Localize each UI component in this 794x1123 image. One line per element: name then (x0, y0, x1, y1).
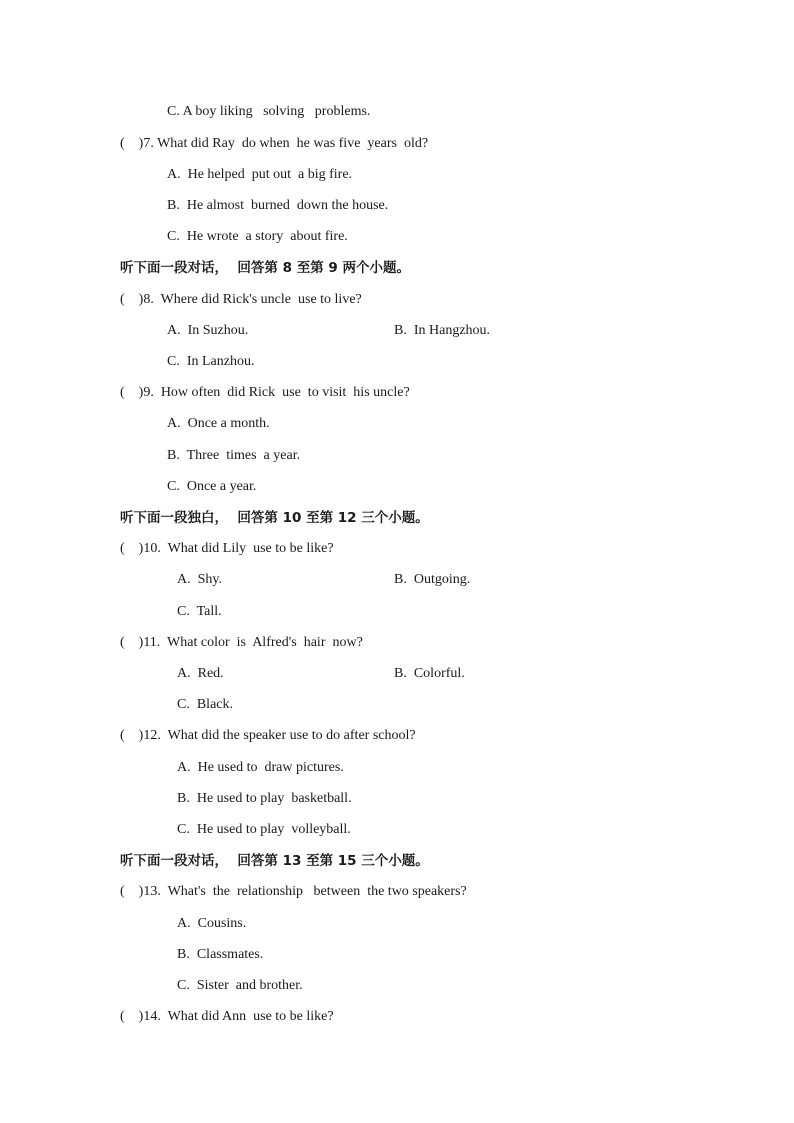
question-13: ( )13. What's the relationship between the two speakers? (120, 884, 467, 899)
question-9-option-b: B. Three times a year. (167, 448, 301, 463)
question-9-option-a: A. Once a month. (167, 416, 270, 431)
question-7-option-a: A. He helped put out a big fire. (167, 167, 353, 182)
question-13-option-a: A. Cousins. (177, 916, 247, 931)
question-9-option-c: C. Once a year. (167, 479, 257, 494)
question-12-option-c: C. He used to play volleyball. (177, 822, 351, 837)
question-8-option-c: C. In Lanzhou. (167, 354, 255, 369)
question-10-option-a: A. Shy. (177, 572, 222, 587)
question-9: ( )9. How often did Rick use to visit his uncle? (120, 385, 410, 400)
question-11: ( )11. What color is Alfred's hair now? (120, 635, 363, 650)
question-7-option-b: B. He almost burned down the house. (167, 198, 389, 213)
question-11-option-c: C. Black. (177, 697, 233, 712)
question-8-option-a: A. In Suzhou. (167, 323, 249, 338)
question-13-option-c: C. Sister and brother. (177, 978, 303, 993)
question-7: ( )7. What did Ray do when he was five years old? (120, 136, 429, 151)
question-12-option-b: B. He used to play basketball. (177, 791, 352, 806)
question-6-option-c: C. A boy liking solving problems. (167, 104, 371, 119)
question-11-option-a: A. Red. (177, 666, 224, 681)
section-instruction-3: 听下面一段对话， 回答第 13 至第 15 三个小题。 (120, 853, 429, 869)
question-10-option-c: C. Tall. (177, 604, 222, 619)
question-8: ( )8. Where did Rick's uncle use to live? (120, 292, 362, 307)
question-12-option-a: A. He used to draw pictures. (177, 760, 344, 775)
question-8-option-b: B. In Hangzhou. (394, 323, 491, 338)
question-13-option-b: B. Classmates. (177, 947, 264, 962)
section-instruction-2: 听下面一段独白， 回答第 10 至第 12 三个小题。 (120, 510, 429, 526)
question-10-option-b: B. Outgoing. (394, 572, 471, 587)
question-11-option-b: B. Colorful. (394, 666, 465, 681)
question-12: ( )12. What did the speaker use to do after school? (120, 728, 416, 743)
section-instruction-1: 听下面一段对话， 回答第 8 至第 9 两个小题。 (120, 260, 410, 276)
question-14: ( )14. What did Ann use to be like? (120, 1009, 334, 1024)
question-7-option-c: C. He wrote a story about fire. (167, 229, 348, 244)
question-10: ( )10. What did Lily use to be like? (120, 541, 334, 556)
